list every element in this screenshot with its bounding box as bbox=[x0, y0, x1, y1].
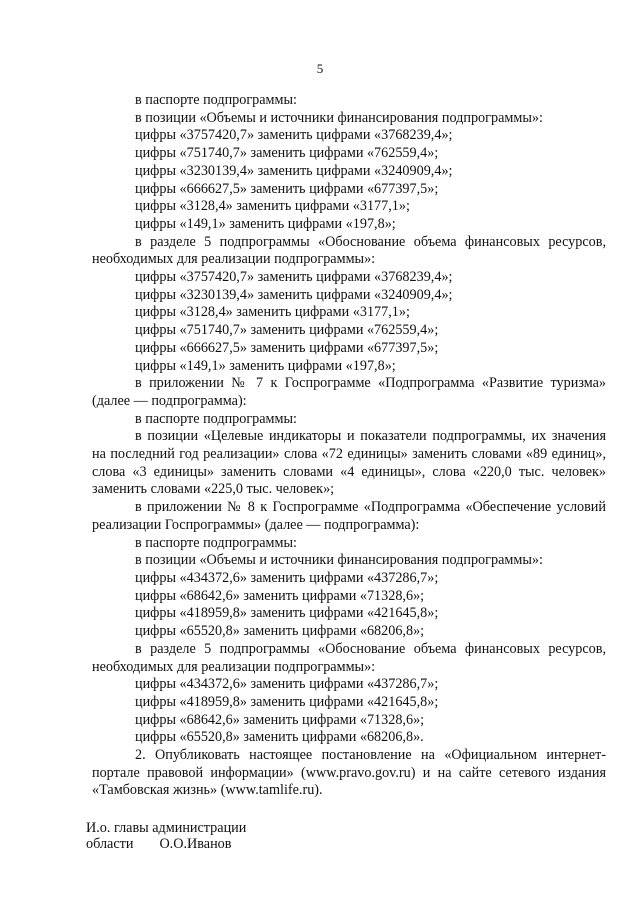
page-number: 5 bbox=[316, 61, 324, 76]
paragraph: в приложении № 7 к Госпрограмме «Подпрограмма «Развитие туризма» (далее — подпрограмма): bbox=[92, 375, 606, 409]
document-body bbox=[92, 92, 606, 800]
paragraph: цифры «3757420,7» заменить цифрами «3768239,4»; bbox=[135, 269, 453, 286]
paragraph: в позиции «Объемы и источники финансирования подпрограммы»: bbox=[135, 552, 543, 569]
paragraph: цифры «149,1» заменить цифрами «197,8»; bbox=[135, 357, 396, 374]
paragraph: цифры «418959,8» заменить цифрами «421645,8»; bbox=[135, 605, 439, 622]
paragraph: цифры «3757420,7» заменить цифрами «3768239,4»; bbox=[135, 127, 453, 144]
paragraph: цифры «751740,7» заменить цифрами «762559,4»; bbox=[135, 145, 439, 162]
paragraph: цифры «434372,6» заменить цифрами «437286,7»; bbox=[135, 569, 439, 586]
paragraph: цифры «65520,8» заменить цифрами «68206,8». bbox=[135, 729, 424, 746]
signatory-line bbox=[86, 836, 246, 852]
paragraph: в приложении № 8 к Госпрограмме «Подпрограмма «Обеспечение условий реализации Госпрограммы» (далее — подпрограмма): bbox=[92, 499, 606, 533]
paragraph: цифры «3128,4» заменить цифрами «3177,1»; bbox=[135, 304, 410, 321]
paragraph: в паспорте подпрограммы: bbox=[135, 534, 297, 551]
paragraph: цифры «434372,6» заменить цифрами «437286,7»; bbox=[135, 676, 439, 693]
paragraph: в паспорте подпрограммы: bbox=[135, 92, 297, 108]
paragraph: цифры «666627,5» заменить цифрами «677397,5»; bbox=[135, 339, 439, 356]
paragraph: цифры «3128,4» заменить цифрами «3177,1»; bbox=[135, 198, 410, 215]
paragraph: цифры «68642,6» заменить цифрами «71328,6»; bbox=[135, 711, 425, 728]
signatory-name: О.О.Иванов bbox=[159, 836, 232, 852]
signatory-title: И.о. главы администрации bbox=[86, 820, 247, 836]
paragraph: 2. Опубликовать настоящее постановление на «Официальном интернет-портале правовой информации» (www.pravo.gov.ru) и на сайте сетевого издания «Тамбовская жизнь» (www.tamlife.ru). bbox=[92, 747, 606, 799]
paragraph: в разделе 5 подпрограммы «Обоснование объема финансовых ресурсов, необходимых для реализации подпрограммы»: bbox=[92, 233, 606, 268]
paragraph: в паспорте подпрограммы: bbox=[135, 410, 297, 427]
paragraph: в позиции «Целевые индикаторы и показатели подпрограммы, их значения на последний год реализации» слова «72 единицы» заменить словами «89 единиц», слова «3 единицы» заменить словами «4 единицы», слова «220,0 тыс. человек» заменить словами «225,0 тыс. человек»; bbox=[92, 428, 606, 498]
paragraph: цифры «751740,7» заменить цифрами «762559,4»; bbox=[135, 322, 439, 339]
signature-block bbox=[86, 820, 246, 852]
paragraph: цифры «666627,5» заменить цифрами «677397,5»; bbox=[135, 180, 439, 197]
paragraph: в позиции «Объемы и источники финансирования подпрограммы»: bbox=[135, 109, 543, 126]
signatory-region: области bbox=[86, 836, 134, 852]
paragraph: цифры «3230139,4» заменить цифрами «3240909,4»; bbox=[135, 286, 453, 303]
paragraph: в разделе 5 подпрограммы «Обоснование объема финансовых ресурсов, необходимых для реализации подпрограммы»: bbox=[92, 640, 606, 675]
paragraph: цифры «65520,8» заменить цифрами «68206,8»; bbox=[135, 623, 425, 640]
paragraph: цифры «149,1» заменить цифрами «197,8»; bbox=[135, 215, 396, 232]
paragraph: цифры «3230139,4» заменить цифрами «3240909,4»; bbox=[135, 162, 453, 179]
paragraph: цифры «68642,6» заменить цифрами «71328,6»; bbox=[135, 587, 425, 604]
paragraph: цифры «418959,8» заменить цифрами «421645,8»; bbox=[135, 693, 439, 710]
